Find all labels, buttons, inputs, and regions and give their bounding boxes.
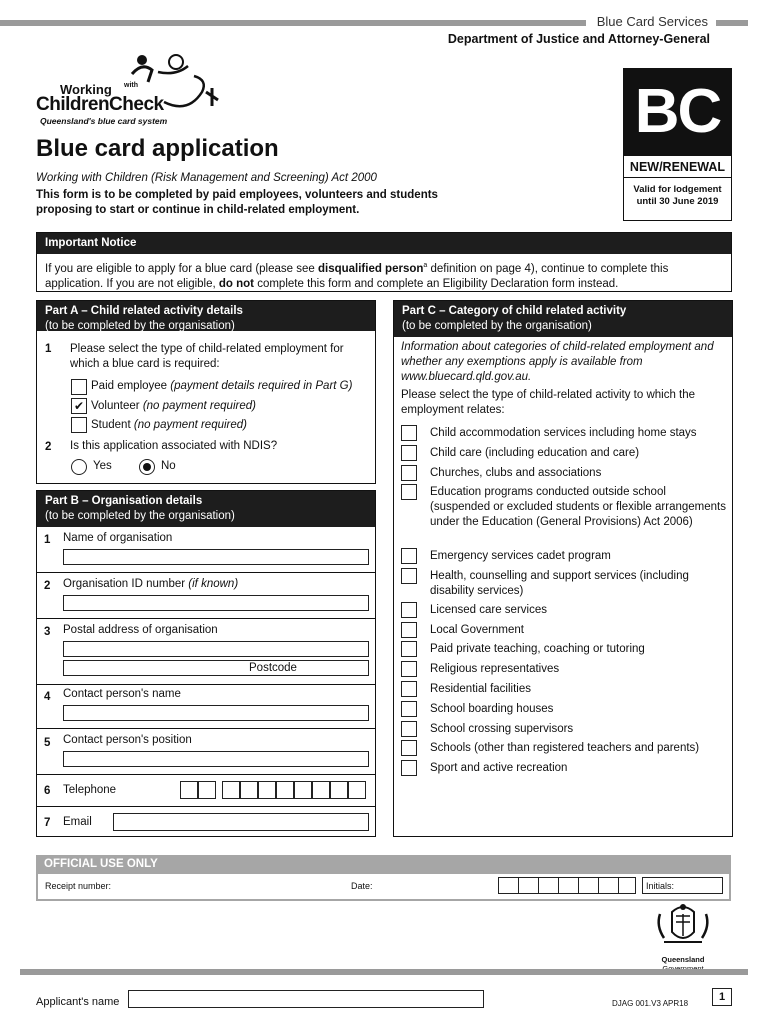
category-checkbox[interactable]	[401, 701, 417, 717]
telephone-digit[interactable]	[276, 781, 294, 799]
valid-line-1: Valid for lodgement	[633, 184, 722, 195]
header-department: Department of Justice and Attorney-General	[447, 32, 710, 46]
applicant-name-label: Applicant's name	[36, 996, 120, 1008]
org-name-input[interactable]	[63, 549, 369, 565]
part-a-q1-text: Please select the type of child-related employment for which a blue card is required:	[70, 343, 344, 370]
telephone-digit[interactable]	[348, 781, 366, 799]
org-id-label: Organisation ID number (if known)	[63, 578, 239, 590]
notice-bold-2: do not	[218, 277, 255, 290]
category-checkbox[interactable]	[401, 548, 417, 564]
field-2-number: 2	[44, 580, 51, 592]
ndis-yes-label: Yes	[93, 460, 112, 472]
valid-line-2: until 30 June 2019	[636, 196, 719, 207]
field-1-number: 1	[44, 534, 51, 546]
telephone-digit[interactable]	[258, 781, 276, 799]
badge-details	[623, 156, 732, 221]
application-type: NEW/RENEWAL	[624, 156, 731, 178]
category-checkbox[interactable]	[401, 740, 417, 756]
org-name-label: Name of organisation	[63, 532, 173, 544]
applicant-name-input[interactable]	[128, 990, 484, 1008]
official-use-heading: OFFICIAL USE ONLY	[44, 858, 158, 870]
page-title: Blue card application	[36, 135, 279, 162]
volunteer-option: Volunteer (no payment required)	[91, 400, 256, 412]
initials-label: Initials:	[646, 881, 675, 891]
contact-name-label: Contact person's name	[63, 688, 181, 700]
telephone-digit[interactable]	[312, 781, 330, 799]
part-c-heading: Part C – Category of child related activity	[402, 305, 627, 317]
coat-of-arms-icon	[654, 902, 712, 950]
part-c-subheading: (to be completed by the organisation)	[402, 320, 592, 332]
postal-address-line-2[interactable]	[63, 660, 369, 676]
header-rule-right	[716, 20, 748, 26]
notice-text-2: definition on page 4), continue to complete this application. If you are not eligible,	[45, 262, 669, 290]
field-6-number: 6	[44, 785, 51, 797]
notice-body	[37, 254, 731, 296]
logo-working: Working	[60, 82, 112, 97]
part-a-section	[36, 300, 376, 484]
logo-tagline: Queensland's blue card system	[40, 116, 168, 126]
header-rule-left	[0, 20, 586, 26]
email-input[interactable]	[113, 813, 369, 831]
telephone-digit[interactable]	[330, 781, 348, 799]
contact-position-label: Contact person's position	[63, 734, 192, 746]
check-mark-icon: ✔	[73, 399, 85, 413]
field-7-number: 7	[44, 817, 51, 829]
initials-field[interactable]	[642, 877, 723, 894]
part-a-heading: Part A – Child related activity details	[45, 305, 243, 317]
notice-bold-1: disqualified person	[317, 262, 424, 275]
email-label: Email	[63, 816, 92, 828]
notice-text-1: If you are eligible to apply for a blue card (please see	[45, 262, 318, 275]
part-a-subheading: (to be completed by the organisation)	[45, 320, 235, 332]
part-a-q2-number: 2	[45, 441, 52, 453]
ndis-no-radio[interactable]	[139, 459, 155, 475]
header-service: Blue Card Services	[596, 14, 708, 29]
category-checkbox[interactable]	[401, 622, 417, 638]
page-number: 1	[712, 988, 732, 1006]
category-checkbox[interactable]	[401, 721, 417, 737]
field-4-number: 4	[44, 691, 51, 703]
org-id-input[interactable]	[63, 595, 369, 611]
category-checkbox[interactable]	[401, 602, 417, 618]
notice-heading: Important Notice	[45, 237, 137, 249]
field-5-number: 5	[44, 737, 51, 749]
part-b-section	[36, 490, 376, 837]
part-c-section: Part C – Category of child related activity (to be completed by the organisation) Information about categories of child-related employment and whether any exemptions apply is available from www.bluecard.qld.gov.au. Please select the type of child-related activity to which the employment relates: Child accommodation services including home stays Child care (including education and care) Churches, clubs and associations Education programs conducted outside school (suspended or excluded students or flexible arrangements under the Education (General Provisions) Act 2006) Emergency services cadet program Health, counselling and support services (including disability services) Licensed care services Local Government Paid private teaching, coaching or tutoring Religious representatives Residential facilities School boarding houses School crossing supervisors Schools (other than registered teachers and parents) Sport and active recreation	[393, 300, 733, 837]
student-option: Student (no payment required)	[91, 419, 248, 431]
category-checkbox[interactable]	[401, 760, 417, 776]
telephone-digit[interactable]	[222, 781, 240, 799]
telephone-digit[interactable]	[240, 781, 258, 799]
telephone-digit[interactable]	[198, 781, 216, 799]
notice-text-3: complete this form and complete an Eligibility Declaration form instead.	[254, 277, 619, 290]
part-a-q2-text: Is this application associated with NDIS?	[70, 440, 278, 452]
category-checkbox[interactable]	[401, 445, 417, 461]
student-checkbox[interactable]	[71, 417, 87, 433]
category-checkbox[interactable]	[401, 641, 417, 657]
paid-employee-checkbox[interactable]	[71, 379, 87, 395]
category-checkbox[interactable]	[401, 661, 417, 677]
official-use-section	[36, 855, 731, 901]
date-label: Date:	[351, 881, 373, 891]
telephone-label: Telephone	[63, 784, 117, 796]
contact-name-input[interactable]	[63, 705, 369, 721]
date-field[interactable]	[498, 877, 636, 894]
notice-footnote-mark: a	[423, 262, 428, 269]
part-b-heading: Part B – Organisation details	[45, 495, 203, 507]
telephone-digit[interactable]	[180, 781, 198, 799]
receipt-number-label: Receipt number:	[45, 881, 112, 891]
field-3-number: 3	[44, 626, 51, 638]
postcode-label: Postcode	[249, 662, 297, 674]
volunteer-checkbox[interactable]	[71, 398, 87, 414]
form-purpose: This form is to be completed by paid employees, volunteers and students proposing to start or continue in child-related employment.	[36, 189, 438, 216]
footer-rule	[20, 969, 748, 975]
part-c-instruction: Please select the type of child-related activity to which the employment relates:	[401, 389, 696, 416]
act-reference: Working with Children (Risk Management and Screening) Act 2000	[36, 172, 377, 184]
category-checkbox[interactable]	[401, 484, 417, 500]
logo-with: with	[124, 82, 138, 89]
working-with-children-logo	[36, 52, 226, 126]
category-checkbox[interactable]	[401, 681, 417, 697]
part-a-q1-number: 1	[45, 343, 52, 355]
postal-address-line-1[interactable]	[63, 641, 369, 657]
paid-employee-option: Paid employee (payment details required in Part G)	[91, 380, 353, 392]
category-checkbox[interactable]	[401, 568, 417, 584]
logo-children-check: ChildrenCheck	[36, 94, 164, 115]
postal-address-label: Postal address of organisation	[63, 624, 218, 636]
telephone-digit[interactable]	[294, 781, 312, 799]
category-checkbox[interactable]	[401, 425, 417, 441]
part-b-subheading: (to be completed by the organisation)	[45, 510, 235, 522]
part-c-info: Information about categories of child-related employment and whether any exemptions apply is available from www.bluecard.qld.gov.au.	[401, 341, 714, 383]
queensland-government-logo	[648, 902, 718, 974]
qld-text-1: Queensland	[661, 955, 705, 964]
form-code-badge: BC	[623, 68, 732, 156]
contact-position-input[interactable]	[63, 751, 369, 767]
form-version-code: DJAG 001.V3 APR18	[612, 999, 689, 1008]
category-checkbox[interactable]	[401, 465, 417, 481]
ndis-yes-radio[interactable]	[71, 459, 87, 475]
important-notice	[36, 232, 732, 292]
ndis-no-label: No	[161, 460, 176, 472]
